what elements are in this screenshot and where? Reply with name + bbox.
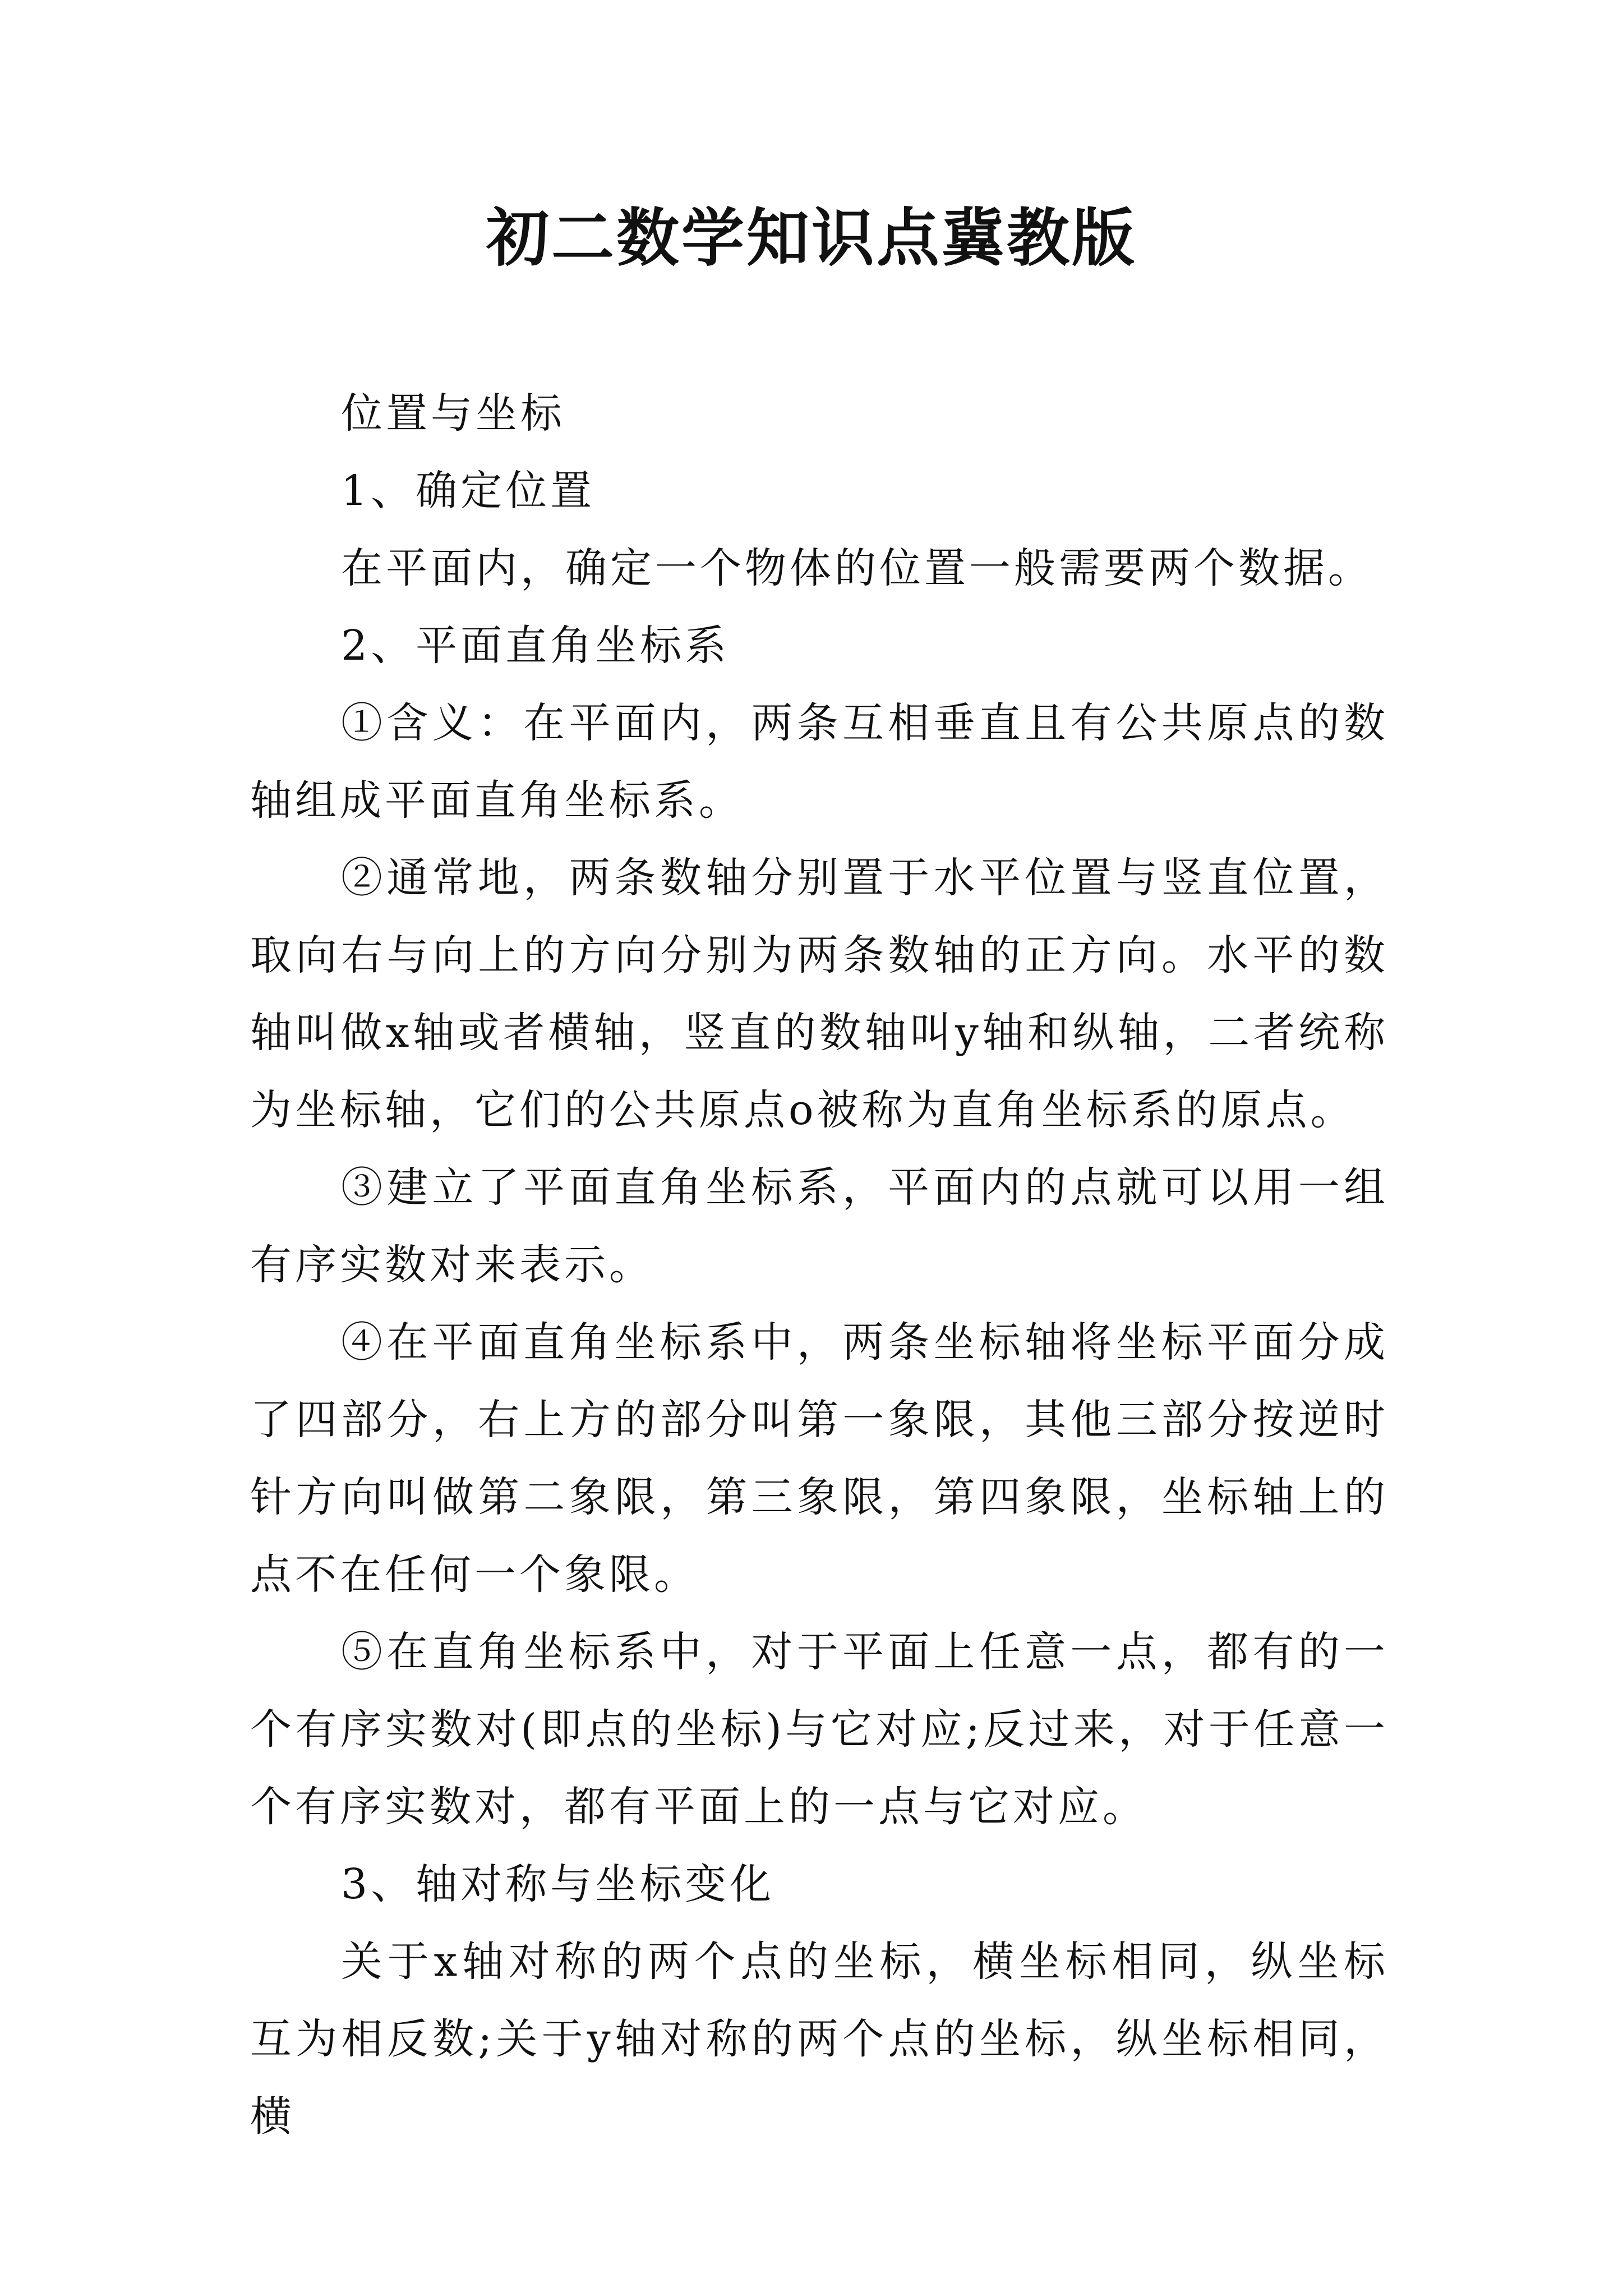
body-paragraph: ③建立了平面直角坐标系，平面内的点就可以用一组有序实数对来表示。 <box>250 1163 1389 1289</box>
body-paragraph: 在平面内，确定一个物体的位置一般需要两个数据。 <box>341 544 1373 592</box>
document-title: 初二数学知识点冀教版 <box>486 201 1137 275</box>
body-paragraph: ④在平面直角坐标系中，两条坐标轴将坐标平面分成了四部分，右上方的部分叫第一象限，其他三部分按逆时针方向叫做第二象限，第三象限，第四象限，坐标轴上的点不在任何一个象限。 <box>250 1318 1389 1599</box>
subsection-heading: 2、平面直角坐标系 <box>341 622 730 670</box>
subsection-heading: 1、确定位置 <box>341 467 596 515</box>
body-paragraph: ①含义：在平面内，两条互相垂直且有公共原点的数轴组成平面直角坐标系。 <box>250 699 1389 825</box>
section-heading: 位置与坐标 <box>341 389 565 438</box>
body-paragraph: ⑤在直角坐标系中，对于平面上任意一点，都有的一个有序实数对(即点的坐标)与它对应;反过来，对于任意一个有序实数对，都有平面上的一点与它对应。 <box>250 1628 1389 1831</box>
body-paragraph: 关于x轴对称的两个点的坐标，横坐标相同，纵坐标互为相反数;关于y轴对称的两个点的坐标，纵坐标相同，横 <box>250 1938 1389 2141</box>
document-body <box>250 375 1389 2155</box>
body-paragraph: ②通常地，两条数轴分别置于水平位置与竖直位置，取向右与向上的方向分别为两条数轴的正方向。水平的数轴叫做x轴或者横轴，竖直的数轴叫y轴和纵轴，二者统称为坐标轴，它们的公共原点o被称为直角坐标系的原点。 <box>250 854 1389 1134</box>
subsection-heading: 3、轴对称与坐标变化 <box>341 1860 775 1908</box>
